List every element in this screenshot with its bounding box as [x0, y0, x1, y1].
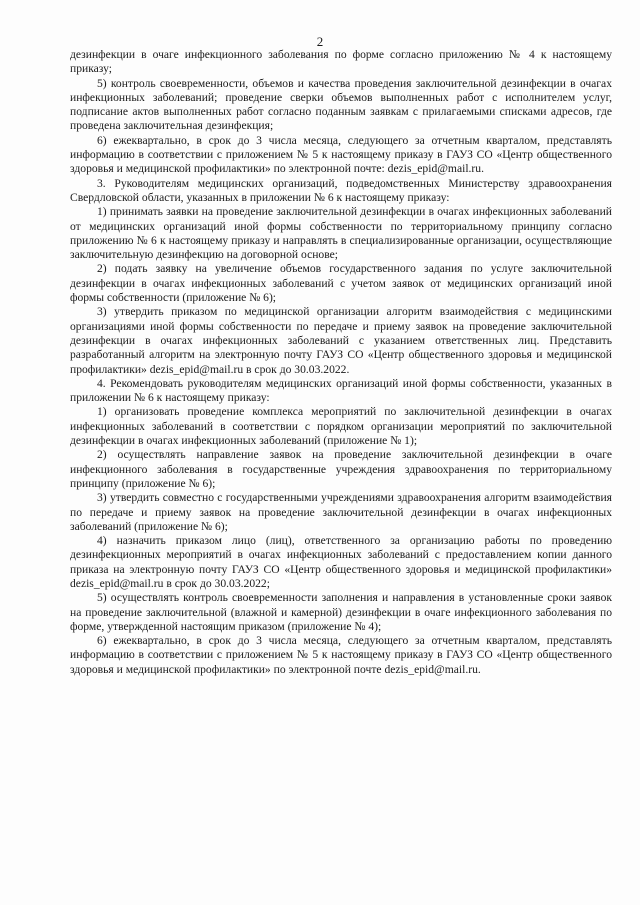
paragraph-section-4: 4. Рекомендовать руководителям медицинских организаций иной формы собственности, указанных в приложении № 6 к настоящему приказу: — [70, 376, 612, 405]
paragraph-item-2-6: 6) ежеквартально, в срок до 3 числа месяца, следующего за отчетным кварталом, представлять информацию в соответствии с приложением № 5 к настоящему приказу в ГАУЗ СО «Центр общественного здоровья и медицинской профилактики» по электронной почте: dezis_epid@mail.ru. — [70, 133, 612, 176]
paragraph-item-4-6: 6) ежеквартально, в срок до 3 числа месяца, следующего за отчетным кварталом, представлять информацию в соответствии с приложением № 5 к настоящему приказу в ГАУЗ СО «Центр общественного здоровья и медицинской профилактики» по электронной почте dezis_epid@mail.ru. — [70, 634, 612, 676]
paragraph-continuation: дезинфекции в очаге инфекционного заболевания по форме согласно приложению № 4 к настоящему приказу; — [70, 48, 612, 76]
paragraph-item-3-3: 3) утвердить приказом по медицинской организации алгоритм взаимодействия с медицинскими организациями иной формы собственности по передаче и приему заявок на проведение заключительной дезинфекции в очагах инфекционных заболеваний с указанием ответственных лиц. Представить разработанный алгоритм на электронную почту ГАУЗ СО «Центр общественного здоровья и медицинской профилактики» dezis_epid@mail.ru в срок до 30.03.2022. — [70, 305, 612, 376]
paragraph-item-4-2: 2) осуществлять направление заявок на проведение заключительной дезинфекции в очаге инфекционного заболевания в государственные учреждения здравоохранения по территориальному принципу (приложение № 6); — [70, 448, 612, 490]
paragraph-item-4-4: 4) назначить приказом лицо (лиц), ответственного за организацию работы по проведению дезинфекционных мероприятий в очагах инфекционных заболеваний с предоставлением копии данного приказа на электронную почту ГАУЗ СО «Центр общественного здоровья и медицинской профилактики» dezis_epid@mail.ru в срок до 30.03.2022; — [70, 534, 612, 590]
paragraph-item-3-1: 1) принимать заявки на проведение заключительной дезинфекции в очагах инфекционных заболеваний от медицинских организаций иной формы собственности по территориальному принципу согласно приложению № 6 к настоящему приказу и направлять в специализированные организации, осуществляющие заключительную дезинфекцию на договорной основе; — [70, 205, 612, 262]
paragraph-item-4-3: 3) утвердить совместно с государственными учреждениями здравоохранения алгоритм взаимодействия по передаче и приему заявок на проведение заключительной дезинфекции в очагах инфекционных заболеваний (приложение № 6); — [70, 491, 612, 533]
paragraph-section-3: 3. Руководителям медицинских организаций, подведомственных Министерству здравоохранения Свердловской области, указанных в приложении № 6 к настоящему приказу: — [70, 176, 612, 204]
document-body — [70, 48, 612, 677]
paragraph-item-2-5: 5) контроль своевременности, объемов и качества проведения заключительной дезинфекции в очагах инфекционных заболеваний; проведение сверки объемов выполненных работ с исполнителем услуг, подписание актов выполненных работ согласно поданным заявкам с прилагаемыми списками адресов, где проведена заключительная дезинфекция; — [70, 76, 612, 133]
page-number: 2 — [316, 34, 324, 49]
paragraph-item-3-2: 2) подать заявку на увеличение объемов государственного задания по услуге заключительной дезинфекции в очагах инфекционных заболеваний с учетом заявок от медицинских организаций иной формы собственности (приложение № 6); — [70, 262, 612, 305]
paragraph-item-4-5: 5) осуществлять контроль своевременности заполнения и направления в установленные сроки заявок на проведение заключительной (влажной и камерной) дезинфекции в очаге инфекционного заболевания по форме, утвержденной настоящим приказом (приложение № 4); — [70, 591, 612, 633]
paragraph-item-4-1: 1) организовать проведение комплекса мероприятий по заключительной дезинфекции в очагах инфекционных заболеваний в соответствии с порядком организации мероприятий по заключительной дезинфекции в очагах инфекционных заболеваний (приложение № 1); — [70, 405, 612, 448]
